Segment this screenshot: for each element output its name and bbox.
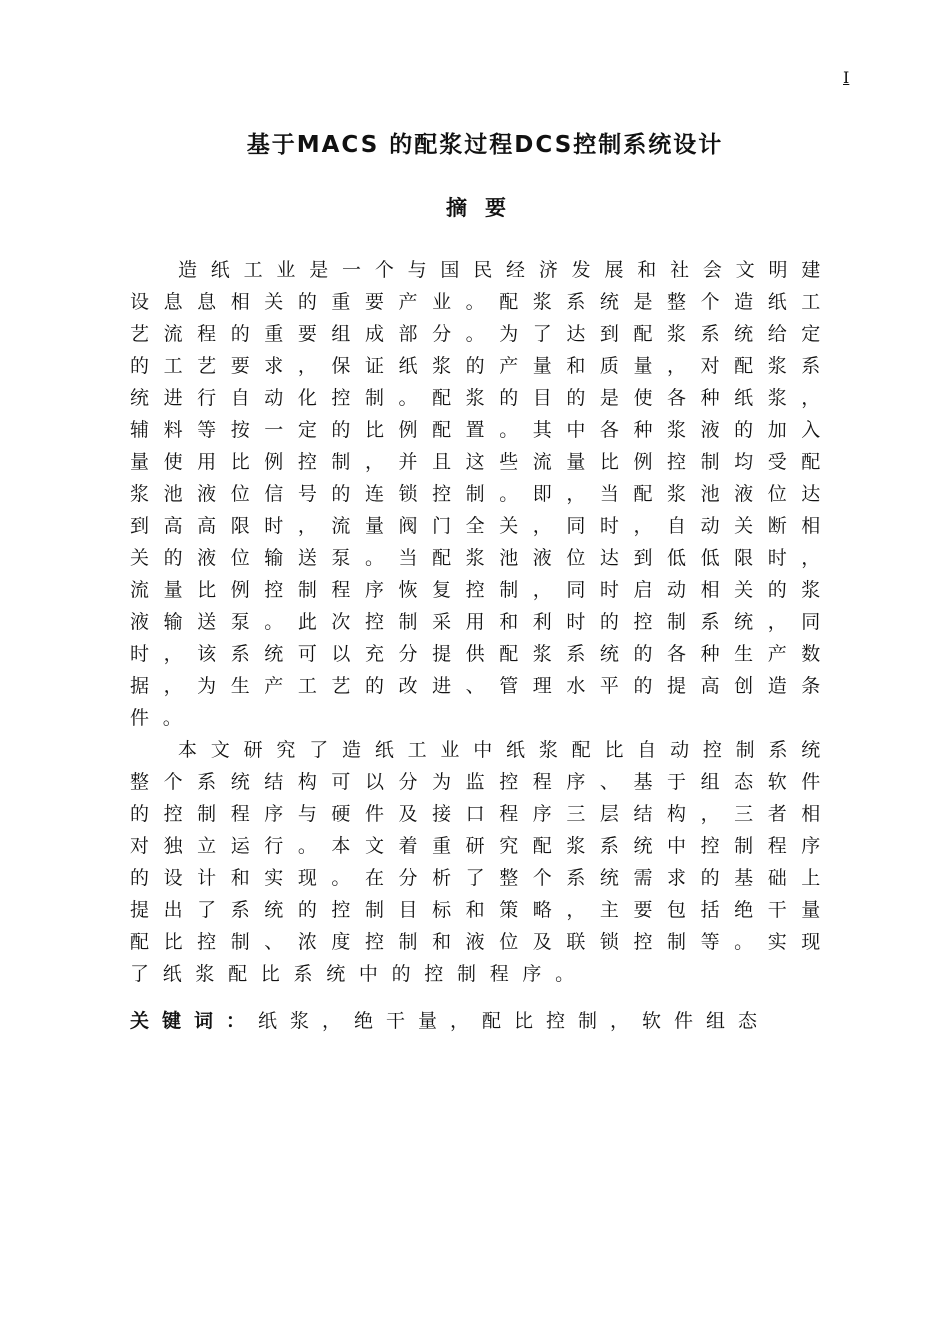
keywords-values: 纸浆，绝干量，配比控制，软件组态 — [258, 1010, 771, 1032]
keywords-label: 关键词： — [130, 1010, 259, 1032]
abstract-heading: 摘要 — [446, 196, 524, 220]
keywords-line — [130, 1005, 834, 1037]
abstract-paragraph-1: 造纸工业是一个与国民经济发展和社会文明建设息息相关的重要产业。配浆系统是整个造纸工艺流程的重要组成部分。为了达到配浆系统给定的工艺要求，保证纸浆的产量和质量，对配浆系统进行自动化控制。配浆的目的是使各种纸浆，辅料等按一定的比例配置。其中各种浆液的加入量使用比例控制，并且这些流量比例控制均受配浆池液位信号的连锁控制。即，当配浆池液位达到高高限时，流量阀门全关，同时，自动关断相关的液位输送泵。当配浆池液位达到低低限时，流量比例控制程序恢复控制，同时启动相关的浆液输送泵。此次控制采用和利时的控制系统，同时，该系统可以充分提供配浆系统的各种生产数据，为生产工艺的改进、管理水平的提高创造条件。 — [130, 259, 834, 729]
abstract-body — [130, 254, 834, 1037]
page-number: I — [843, 68, 850, 87]
abstract-paragraph-2: 本文研究了造纸工业中纸浆配比自动控制系统整个系统结构可以分为监控程序、基于组态软件的控制程序与硬件及接口程序三层结构，三者相对独立运行。本文着重研究配浆系统中控制程序的设计和实现。在分析了整个系统需求的基础上提出了系统的控制目标和策略，主要包括绝干量配比控制、浓度控制和液位及联锁控制等。实现了纸浆配比系统中的控制程序。 — [130, 739, 834, 985]
document-title: 基于MACS 的配浆过程DCS控制系统设计 — [246, 132, 724, 158]
